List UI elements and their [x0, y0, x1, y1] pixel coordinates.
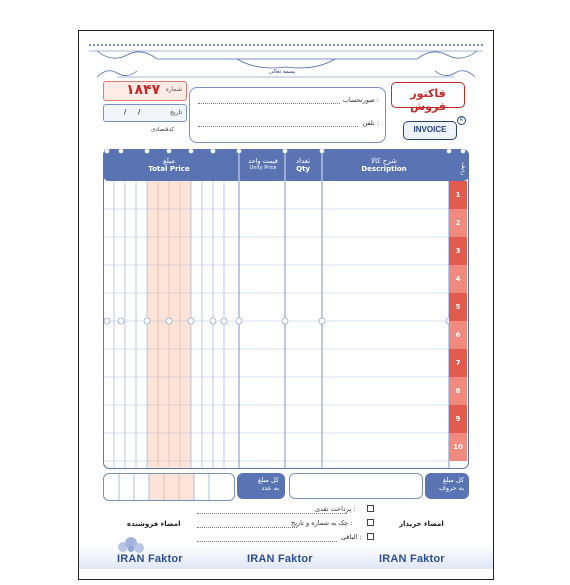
cash-payment-checkbox[interactable] [367, 505, 374, 512]
row-number-cell: 9 [449, 405, 467, 433]
ring-hole-icon [282, 318, 288, 324]
row-number-cell: 1 [449, 181, 467, 209]
description-header-en: Description [361, 165, 407, 173]
ring-hole-icon [319, 318, 325, 324]
ring-hole-icon [188, 318, 194, 324]
remainder-line[interactable] [197, 541, 337, 542]
row-number-cell: 10 [449, 433, 467, 461]
customer-name-line[interactable] [198, 103, 340, 104]
qty-header-en: Qty [296, 165, 310, 173]
unit-price-header-fa: قیمت واحد [248, 157, 278, 165]
items-table-grid [103, 149, 469, 471]
footer-brand-center: IRAN Faktor [247, 553, 313, 565]
flower-logo-icon [113, 533, 153, 555]
row-number-cell: 6 [449, 321, 467, 349]
header-ring-icon [167, 149, 172, 154]
phone-line[interactable] [198, 126, 358, 127]
total-price-header-fa: مبلغ [163, 157, 175, 165]
header-ring-icon [119, 149, 124, 154]
total-digits-grid [104, 474, 234, 500]
header-ring-icon [237, 149, 242, 154]
invoice-number-box[interactable] [103, 81, 187, 101]
header-ring-icon [189, 149, 194, 154]
total-words-field[interactable] [289, 473, 423, 499]
invoice-page [78, 30, 494, 580]
row-number-cell: 8 [449, 377, 467, 405]
remainder-label: الباقی : [341, 533, 362, 541]
invoice-number-value: ۱۸۴۷ [126, 82, 161, 98]
header-ring-icon [105, 149, 110, 154]
seller-signature-label: امضاء فروشنده [127, 520, 181, 528]
footer-brand-right: IRAN Faktor [379, 553, 445, 565]
header-ring-icon [283, 149, 288, 154]
ring-hole-icon [236, 318, 242, 324]
header-ring-icon [320, 149, 325, 154]
header-ring-icon [461, 149, 466, 154]
cheque-line[interactable] [197, 527, 297, 528]
unit-price-header-en: Unity Price [249, 165, 277, 171]
total-digits-label: کل مبلغ به عدد [237, 473, 285, 499]
ring-hole-icon [104, 318, 110, 324]
buyer-signature-label: امضاء خریدار [399, 520, 444, 528]
header-ring-icon [211, 149, 216, 154]
footer-brand-left: IRAN Faktor [117, 553, 183, 565]
phone-label: تلفن : [362, 119, 379, 127]
row-number-cell: 7 [449, 349, 467, 377]
basmala-text: بسمه تعالی [269, 69, 296, 75]
qty-header [285, 157, 321, 173]
ring-hole-icon [118, 318, 124, 324]
total-words-label: کل مبلغ به حروف [425, 473, 469, 499]
ring-hole-icon [166, 318, 172, 324]
row-number-cell: 5 [449, 293, 467, 321]
invoice-english-label: INVOICE [413, 125, 447, 134]
cheque-label: چک به شماره و تاریخ : [291, 519, 353, 527]
cash-payment-label: پرداخت نقدی : [315, 505, 356, 513]
row-number-cell: 2 [449, 209, 467, 237]
description-header-fa: شرح کالا [371, 157, 397, 165]
total-digits-field[interactable] [103, 473, 235, 501]
date-label: تاریخ [170, 109, 182, 116]
cheque-checkbox[interactable] [367, 519, 374, 526]
customer-label: صورتحساب : [342, 96, 379, 104]
invoice-badge [403, 121, 457, 140]
row-number-cell: 3 [449, 237, 467, 265]
qty-header-fa: تعداد [295, 157, 311, 165]
ring-hole-icon [210, 318, 216, 324]
economic-code-label: کدقتصادی [151, 127, 174, 133]
ring-hole-icon [221, 318, 227, 324]
title-box [391, 82, 465, 113]
header-ring-icon [447, 149, 452, 154]
customer-info-box [189, 87, 386, 143]
total-price-header-en: Total Price [148, 165, 190, 173]
remainder-checkbox[interactable] [367, 533, 374, 540]
cash-payment-line[interactable] [197, 513, 347, 514]
total-price-header [119, 157, 219, 173]
description-header [322, 157, 446, 173]
row-number-header: ردیف [460, 162, 467, 176]
number-label: شماره [165, 86, 182, 93]
row-number-cell: 4 [449, 265, 467, 293]
date-field[interactable] [103, 104, 187, 122]
header-ring-icon [145, 149, 150, 154]
registered-mark-icon: R [457, 116, 466, 125]
date-slash-1: / [124, 108, 127, 116]
unit-price-header [241, 157, 285, 171]
invoice-title: فاکتور فروش [409, 87, 447, 113]
date-slash-2: / [138, 108, 141, 116]
ring-hole-icon [144, 318, 150, 324]
